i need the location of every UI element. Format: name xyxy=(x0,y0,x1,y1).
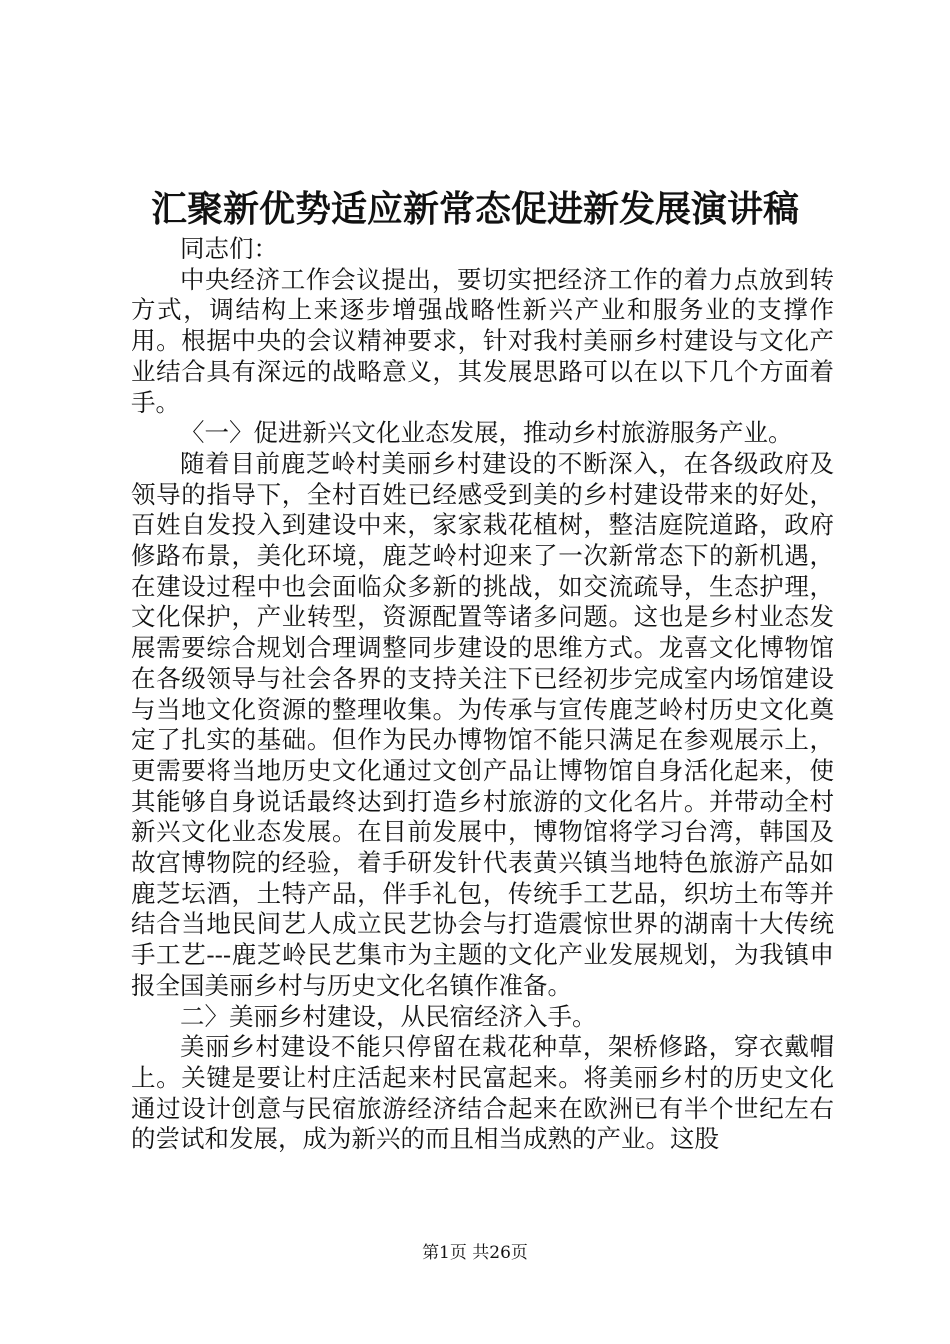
section-heading: 二〉美丽乡村建设，从民宿经济入手。 xyxy=(180,1001,597,1031)
body-paragraph: 随着目前鹿芝岭村美丽乡村建设的不断深入，在各级政府及领导的指导下，全村百姓已经感受到美的乡村建设带来的好处，百姓自发投入到建设中来，家家栽花植树，整洁庭院道路，政府修路布景，美化环境，鹿芝岭村迎来了一次新常态下的新机遇，在建设过程中也会面临众多新的挑战，如交流疏导，生态护理，文化保护，产业转型，资源配置等诸多问题。这也是乡村业态发展需要综合规划合理调整同步建设的思维方式。龙喜文化博物馆在各级领导与社会各界的支持关注下已经初步完成室内场馆建设与当地文化资源的整理收集。为传承与宣传鹿芝岭村历史文化奠定了扎实的基础。但作为民办博物馆不能只满足在参观展示上，更需要将当地历史文化通过文创产品让博物馆自身活化起来，使其能够自身说话最终达到打造乡村旅游的文化名片。并带动全村新兴文化业态发展。在目前发展中，博物馆将学习台湾，韩国及故宫博物院的经验，着手研发针代表黄兴镇当地特色旅游产品如鹿芝坛酒，土特产品，伴手礼包，传统手工艺品，织坊土布等并结合当地民间艺人成立民艺协会与打造震惊世界的湖南十大传统手工艺---鹿芝岭民艺集市为主题的文化产业发展规划，为我镇申报全国美丽乡村与历史文化名镇作准备。 xyxy=(131,448,834,1000)
page-number-footer: 第1页 共26页 xyxy=(422,1243,528,1263)
body-paragraph: 中央经济工作会议提出，要切实把经济工作的着力点放到转方式，调结构上来逐步增强战略性新兴产业和服务业的支撑作用。根据中央的会议精神要求，针对我村美丽乡村建设与文化产业结合具有深远的战略意义，其发展思路可以在以下几个方面着手。 xyxy=(131,264,834,417)
body-paragraph: 美丽乡村建设不能只停留在栽花种草，架桥修路，穿衣戴帽上。关键是要让村庄活起来村民富起来。将美丽乡村的历史文化通过设计创意与民宿旅游经济结合起来在欧洲已有半个世纪左右的尝试和发展，成为新兴的而且相当成熟的产业。这股 xyxy=(131,1032,834,1154)
salutation: 同志们： xyxy=(180,234,278,263)
document-title: 汇聚新优势适应新常态促进新发展演讲稿 xyxy=(150,188,799,230)
document-body xyxy=(131,234,834,1155)
section-heading: 〈一〉促进新兴文化业态发展，推动乡村旅游服务产业。 xyxy=(180,418,793,448)
